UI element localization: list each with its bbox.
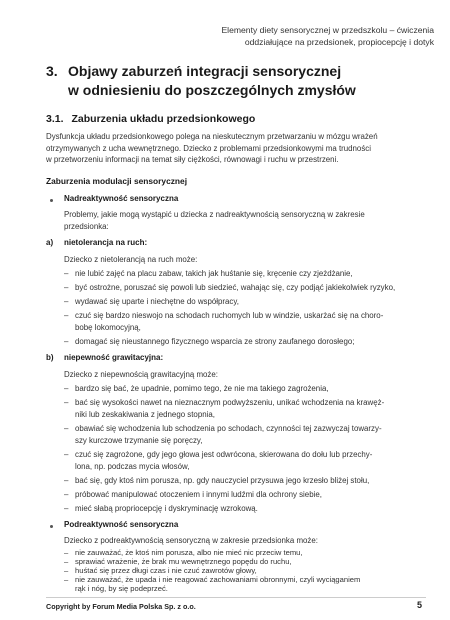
a-label: a): [46, 238, 54, 247]
section-title: [68, 62, 428, 100]
a-lead: Dziecko z nietolerancją na ruch może:: [64, 255, 198, 264]
over-intro: [64, 209, 420, 232]
footer-divider: [46, 597, 426, 598]
section-title-line-1: Objawy zaburzeń integracji sensorycznej: [68, 63, 342, 79]
section-number: 3.: [46, 63, 58, 79]
bullet-icon: [50, 525, 53, 528]
subsection-title: Zaburzenia układu przedsionkowego: [71, 113, 256, 125]
document-page: Elementy diety sensorycznej w przedszkolu – ćwiczenia oddziałujące na przedsionek, propiocepcję i dotyk 3. Objawy zaburzeń integracji sensorycznej w odniesieniu do poszczególnych zmysłów 3.1. Zaburzenia układu przedsionkowego Dysfunkcja układu przedsionkowego polega na nieskutecznym przetwarzaniu w mózgu wrażeń otrzymywanych z ucha wewnętrznego. Dziecko z problemami przedsionkowymi ma trudności w przetworzeniu informacji na temat siły ciężkości, równowagi i ruchu w przestrzeni. Zaburzenia modulacji sensorycznej Nadreaktywność sensoryczna Problemy, jakie mogą wystąpić u dziecka z nadreaktywnością sensoryczną w zakresie przedsionka: a) nietolerancja na ruch: Dziecko z nietolerancją na ruch może: – nie lubić zajęć na placu zabaw, takich jak huśtanie się, kręcenie czy zjeżdżanie, – być ostrożne, poruszać się powoli lub siedzieć, wahając się, czy podjąć jakiekolwiek ryzyko, – wydawać się uparte i niechętne do współpracy, – czuć się bardzo nieswojo na schodach ruchomych lub w windzie, uskarżać się na choro- bobę lokomocyjną, – domagać się nieustannego fizycznego wsparcia ze strony zaufanego dorosłego; b) niepewność grawitacyjna: Dziecko z niepewnością grawitacyjną może: – bardzo się bać, że upadnie, pomimo tego, że nie ma takiego zagrożenia, – bać się wysokości nawet na nieznacznym podwyższeniu, unikać wchodzenia na krawęż- niki lub zeskakiwania z jednego stopnia, – obawiać się wchodzenia lub schodzenia po schodach, czynności tej zazwyczaj towarzy- szy kurczowe trzymanie się poręczy, – czuć się zagrożone, gdy jego głowa jest odwrócona, skierowana do dołu lub przechy- lona, np. podczas mycia włosów, – bać się, gdy ktoś nim porusza, np. gdy nauczyciel przysuwa jego krzesło bliżej stołu, – próbować manipulować otoczeniem i innymi ludźmi dla ochrony siebie, – mieć słabą propriocepcję i dyskryminację wzrokową. Podreaktywność sensoryczna Dziecko z podreaktywnością sensoryczną w zakresie przedsionka może: – nie zauważać, że ktoś nim porusza, albo nie mieć nic przeciw temu, – sprawiać wrażenie, że brak mu wewnętrznego popędu do ruchu, – huśtać się przez długi czas i nie czuć zawrotów głowy, – nie zauważać, że upada i nie reagować zachowaniami obronnymi, czyli wyciąganiem rąk i nóg, by się podeprzeć. Copyright by Forum Media Polska Sp. z o.o. 5: [46, 25, 434, 611]
bullet-icon: [50, 199, 53, 202]
header-line-2: oddziałujące na przedsionek, propiocepcję i dotyk: [244, 37, 434, 47]
footer-copyright: Copyright by Forum Media Polska Sp. z o.o.: [46, 602, 196, 611]
over-intro-line-1: Problemy, jakie mogą wystąpić u dziecka z nadreaktywnością sensoryczną w zakresie: [64, 210, 365, 219]
section-title-line-2: w odniesieniu do poszczególnych zmysłów: [68, 82, 356, 98]
under-heading: Podreaktywność sensoryczna: [64, 520, 179, 529]
over-intro-line-2: przedsionka:: [64, 221, 109, 231]
a-title: nietolerancja na ruch:: [64, 238, 148, 247]
page-number: 5: [416, 600, 422, 610]
b-title: niepewność grawitacyjna:: [64, 353, 164, 362]
b-label: b): [46, 353, 54, 362]
b-lead: Dziecko z niepewnością grawitacyjną może:: [64, 370, 218, 379]
running-header: [134, 24, 434, 48]
modulation-heading: Zaburzenia modulacji sensorycznej: [46, 176, 188, 186]
intro-line-2: otrzymywanych z ucha wewnętrznego. Dziecko z problemami przedsionkowymi ma trudności: [46, 143, 371, 153]
intro-paragraph: [46, 131, 416, 166]
subsection-heading: [46, 113, 255, 125]
under-lead: Dziecko z podreaktywnością sensoryczną w zakresie przedsionka może:: [64, 536, 318, 545]
intro-line-3: w przetworzeniu informacji na temat siły ciężkości, równowagi i ruchu w przestrzeni.: [46, 155, 339, 164]
intro-line-1: Dysfunkcja układu przedsionkowego polega na nieskutecznym przetwarzaniu w mózgu wrażeń: [46, 132, 378, 141]
subsection-number: 3.1.: [46, 113, 64, 125]
header-line-1: Elementy diety sensorycznej w przedszkolu – ćwiczenia: [221, 25, 434, 35]
over-heading: Nadreaktywność sensoryczna: [64, 194, 179, 203]
